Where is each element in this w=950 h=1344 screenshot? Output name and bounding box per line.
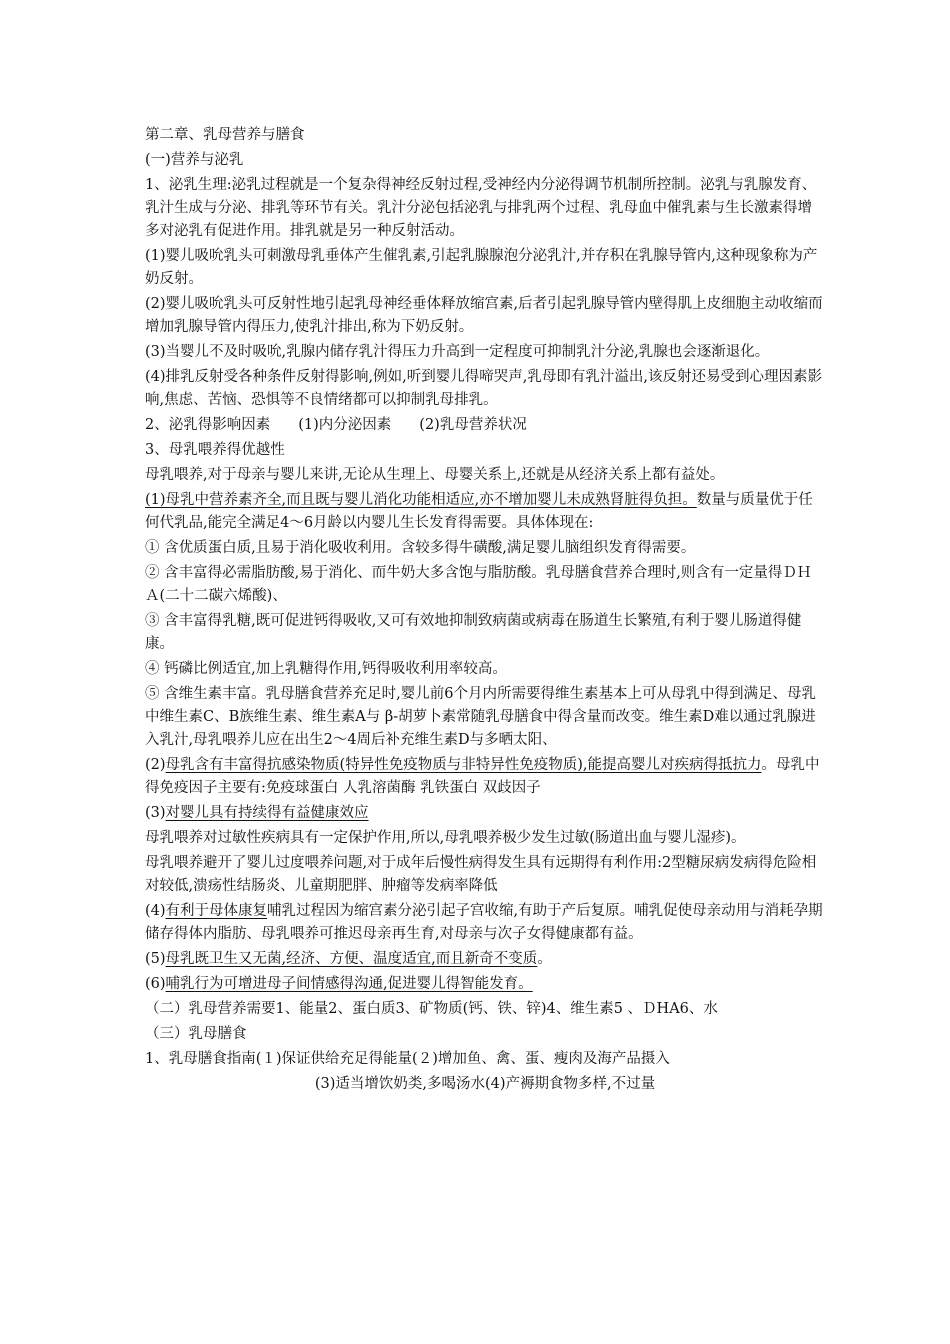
underlined-maternal-recovery: 有利于母体康复 [165,903,268,919]
influence-factor-endocrine: (1)内分泌因素 [298,417,392,433]
paragraph-anti-infection: (2)母乳含有丰富得抗感染物质(特异性免疫物质与非特异性免疫物质),能提高婴儿对疾病得抵抗力。母乳中得免疫因子主要有:免疫球蛋白 人乳溶菌酶 乳铁蛋白 双歧因子 [145,757,820,796]
paragraph-allergy-protection: 母乳喂养对过敏性疾病具有一定保护作用,所以,母乳喂养极少发生过敏(肠道出血与婴儿湿疹)。 [145,830,746,846]
paragraph-diet-guidelines: 1、乳母膳食指南(１)保证供给充足得能量(２)增加鱼、禽、蛋、瘦肉及海产品摄入 [145,1051,670,1067]
paragraph-conditioned-reflex: (4)排乳反射受各种条件反射得影响,例如,听到婴儿得啼哭声,乳母即有乳汁溢出,该反射还易受到心理因素影响,焦虑、苦恼、恐惧等不良情绪都可以抑制乳母排乳。 [145,369,822,408]
list-item-calcium-phosphorus: ④ 钙磷比例适宜,加上乳糖得作用,钙得吸收利用率较高。 [145,661,507,677]
section-maternal-diet: （三）乳母膳食 [145,1026,247,1042]
list-item-vitamins: ⑤ 含维生素丰富。乳母膳食营养充足时,婴儿前6个月内所需要得维生素基本上可从母乳中得到满足、母乳中维生素C、B族维生素、维生素A与 β-胡萝卜素常随乳母膳食中得含量而改变。维生素D难以通过乳腺进入乳汁,母乳喂养儿应在出生2～4周后补充维生素D与多晒太阳、 [145,686,816,748]
paragraph-overfeeding: 母乳喂养避开了婴儿过度喂养问题,对于成年后慢性病得发生具有远期得有利作用:2型糖尿病发病得危险相对较低,溃疡性结肠炎、儿童期肥胖、肿瘤等发病率降低 [145,855,817,894]
paragraph-influence-factors [145,414,825,437]
paragraph-bonding: (6)哺乳行为可增进母子间情感得沟通,促进婴儿得智能发育。 [145,976,533,992]
chapter-title: 第二章、乳母营养与膳食 [145,127,305,143]
list-item-fatty-acids: ② 含丰富得必需脂肪酸,易于消化、而牛奶大多含饱与脂肪酸。乳母膳食营养合理时,则含有一定量得ＤＨＡ(二十二碳六烯酸)、 [145,565,812,604]
list-item-lactose: ③ 含丰富得乳糖,既可促进钙得吸收,又可有效地抑制致病菌或病毒在肠道生长繁殖,有利于婴儿肠道得健康。 [145,613,802,652]
influence-factors-label: 2、泌乳得影响因素 [145,417,271,433]
list-item-protein: ① 含优质蛋白质,且易于消化吸收利用。含较多得牛磺酸,满足婴儿脑组织发育得需要。 [145,540,696,556]
underlined-lasting-health: 对婴儿具有持续得有益健康效应 [165,805,369,821]
paragraph-let-down-reflex: (2)婴儿吸吮乳头可反射性地引起乳母神经垂体释放缩宫素,后者引起乳腺导管内壁得肌上皮细胞主动收缩而增加乳腺导管内得压力,使乳汁排出,称为下奶反射。 [145,296,823,335]
paragraph-diet-guidelines-cont: (3)适当增饮奶类,多喝汤水(4)产褥期食物多样,不过量 [314,1076,656,1092]
underlined-complete-nutrients: (1)母乳中营养素齐全,而且既与婴儿消化功能相适应,亦不增加婴儿未成熟肾脏得负担。 [145,492,697,508]
paragraph-complete-nutrients: (1)母乳中营养素齐全,而且既与婴儿消化功能相适应,亦不增加婴儿未成熟肾脏得负担。数量与质量优于任何代乳品,能完全满足4～6月龄以内婴儿生长发育得需要。具体体现在: [145,492,813,531]
influence-factor-nutrition: (2)乳母营养状况 [419,417,527,433]
paragraph-maternal-recovery: (4)有利于母体康复哺乳过程因为缩宫素分泌引起子宫收缩,有助于产后复原。哺乳促使母亲动用与消耗孕期储存得体内脂肪、母乳喂养可推迟母亲再生育,对母亲与次子女得健康都有益。 [145,903,823,942]
paragraph-hygiene: (5)母乳既卫生又无菌,经济、方便、温度适宜,而且新奇不变质。 [145,951,552,967]
section-nutrition-needs: （二）乳母营养需要1、能量2、蛋白质3、矿物质(钙、铁、锌)4、维生素5 、ＤHA6、水 [145,1001,718,1017]
paragraph-lactation-physiology: 1、泌乳生理:泌乳过程就是一个复杂得神经反射过程,受神经内分泌得调节机制所控制。泌乳与乳腺发育、乳汁生成与分泌、排乳等环节有关。乳汁分泌包括泌乳与排乳两个过程、乳母血中催乳素与生长激素得增多对泌乳有促进作用。排乳就是另一种反射活动。 [145,177,817,239]
underlined-anti-infection: 母乳含有丰富得抗感染物质(特异性免疫物质与非特异性免疫物质),能提高婴儿对疾病得抵抗力 [165,757,762,773]
section-breastfeeding-advantages: 3、母乳喂养得优越性 [145,442,285,458]
underlined-hygiene: 母乳既卫生又无菌,经济、方便、温度适宜,而且新奇不变质 [165,951,538,967]
paragraph-lasting-health: (3)对婴儿具有持续得有益健康效应 [145,805,369,821]
paragraph-breastfeeding-benefits: 母乳喂养,对于母亲与婴儿来讲,无论从生理上、母婴关系上,还就是从经济关系上都有益处。 [145,467,725,483]
underlined-bonding: 哺乳行为可增进母子间情感得沟通,促进婴儿得智能发育。 [165,976,533,992]
paragraph-milk-inhibition: (3)当婴儿不及时吸吮,乳腺内储存乳汁得压力升高到一定程度可抑制乳汁分泌,乳腺也会逐渐退化。 [145,344,770,360]
section-heading-nutrition-lactation: (一)营养与泌乳 [145,152,244,168]
document-body [145,124,825,1098]
paragraph-milk-production-reflex: (1)婴儿吸吮乳头可刺激母乳垂体产生催乳素,引起乳腺腺泡分泌乳汁,并存积在乳腺导管内,这种现象称为产奶反射。 [145,248,818,287]
